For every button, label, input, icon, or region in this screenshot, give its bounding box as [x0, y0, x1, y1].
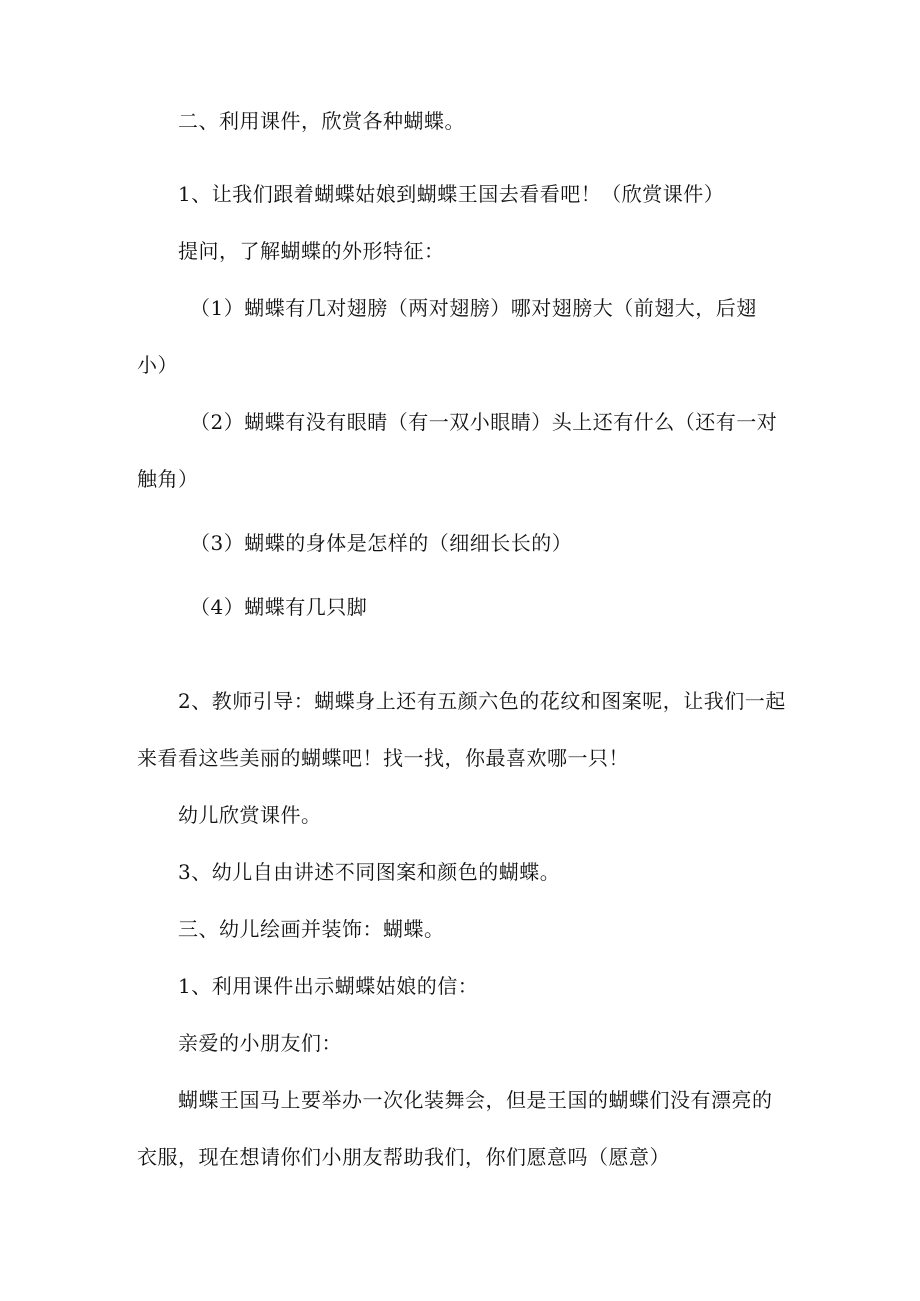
paragraph-line: 1、利用课件出示蝴蝶姑娘的信：	[178, 974, 479, 998]
paragraph-line: 3、幼儿自由讲述不同图案和颜色的蝴蝶。	[178, 860, 561, 884]
paragraph-line: 2、教师引导：蝴蝶身上还有五颜六色的花纹和图案呢，让我们一起	[178, 689, 786, 713]
list-item-1-continued: 小）	[137, 353, 178, 377]
list-item-2-continued: 触角）	[137, 467, 199, 491]
list-item-3: （3）蝴蝶的身体是怎样的（细细长长的）	[190, 531, 573, 555]
letter-body-line: 蝴蝶王国马上要举办一次化装舞会，但是王国的蝴蝶们没有漂亮的	[178, 1088, 773, 1112]
list-item-2: （2）蝴蝶有没有眼睛（有一双小眼睛）头上还有什么（还有一对	[190, 410, 778, 434]
paragraph-line-continued: 来看看这些美丽的蝴蝶吧！找一找，你最喜欢哪一只！	[137, 746, 629, 770]
section-heading-3: 三、幼儿绘画并装饰：蝴蝶。	[178, 917, 445, 941]
list-item-4: （4）蝴蝶有几只脚	[190, 595, 368, 619]
section-heading-2: 二、利用课件，欣赏各种蝴蝶。	[178, 109, 465, 133]
paragraph-line: 幼儿欣赏课件。	[178, 803, 322, 827]
letter-salutation: 亲爱的小朋友们：	[178, 1031, 342, 1055]
letter-body-line-continued: 衣服，现在想请你们小朋友帮助我们，你们愿意吗（愿意）	[137, 1145, 670, 1169]
paragraph-line: 1、让我们跟着蝴蝶姑娘到蝴蝶王国去看看吧！（欣赏课件）	[178, 182, 725, 206]
list-item-1: （1）蝴蝶有几对翅膀（两对翅膀）哪对翅膀大（前翅大，后翅	[190, 296, 757, 320]
paragraph-line: 提问，了解蝴蝶的外形特征：	[178, 239, 445, 263]
